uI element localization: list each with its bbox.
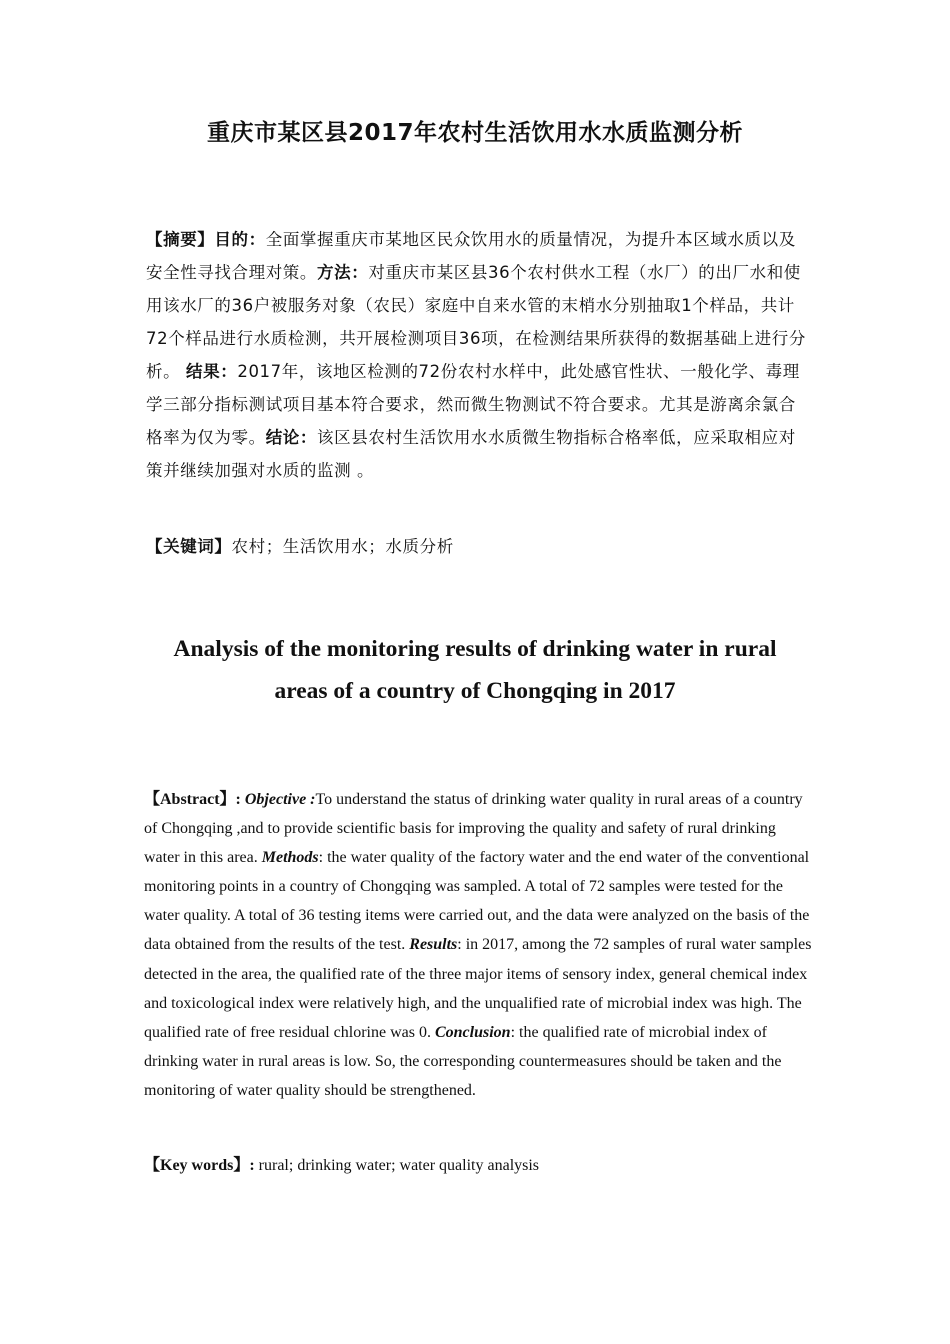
english-abstract — [144, 785, 812, 1105]
chinese-title: 重庆市某区县2017年农村生活饮用水水质监测分析 — [206, 120, 743, 146]
english-keywords-text: rural; drinking water; water quality analysis — [258, 1157, 540, 1174]
english-conclusion-text: : the qualified rate of microbial index of drinking water in rural areas is low. So, the corresponding countermeasures should be taken and the monitoring of water quality should be strengthened. — [144, 1023, 782, 1099]
chinese-keywords — [146, 532, 808, 562]
english-keywords-label: 【Key words】: — [144, 1157, 259, 1174]
english-objective-label: Objective : — [244, 791, 316, 808]
chinese-conclusion-text: 该区县农村生活饮用水水质微生物指标合格率低，应采取相应对策并继续加强对水质的监测 。 — [146, 428, 796, 480]
chinese-abstract — [146, 223, 808, 487]
english-objective-text: To understand the status of drinking water quality in rural areas of a country of Chongqing ,and to provide scientific basis for improving the quality and safety of rural drinking water in this area. — [144, 791, 803, 867]
chinese-keywords-label: 【关键词】 — [146, 537, 232, 556]
chinese-results-label: 结果： — [186, 362, 238, 381]
chinese-objective-text: 全面掌握重庆市某地区民众饮用水的质量情况，为提升本区域水质以及安全性寻找合理对策。 — [146, 230, 796, 282]
english-title-line-1: Analysis of the monitoring results of drinking water in rural — [173, 636, 777, 662]
chinese-methods-label: 方法： — [317, 263, 369, 282]
english-conclusion-label: Conclusion — [434, 1023, 511, 1041]
chinese-conclusion-label: 结论： — [265, 428, 318, 447]
english-methods-label: Methods — [261, 849, 319, 867]
chinese-results-text: 2017年，该地区检测的72份农村水样中，此处感官性状、一般化学、毒理学三部分指标测试项目基本符合要求，然而微生物测试不符合要求。尤其是游离余氯合格率为仅为零。 — [146, 362, 800, 447]
chinese-abstract-label: 【摘要】 — [146, 230, 215, 249]
english-results-label: Results — [409, 936, 458, 954]
english-results-text: : in 2017, among the 72 samples of rural water samples detected in the area, the qualified rate of the three major items of sensory index, general chemical index and toxicological index were relatively high, and the unqualified rate of microbial index was high. The qualified rate of free residual chlorine was 0. — [144, 936, 812, 1041]
english-keywords — [144, 1152, 812, 1180]
chinese-keywords-text: 农村；生活饮用水；水质分析 — [231, 537, 454, 556]
english-methods-text: : the water quality of the factory water and the end water of the conventional monitoring points in a country of Chongqing was sampled. A total of 72 samples were tested for the water quality. A total of 36 testing items were carried out, and the data were analyzed on the basis of the data obtained from the results of the test. — [144, 849, 810, 954]
english-title — [100, 628, 850, 712]
english-title-line-2: areas of a country of Chongqing in 2017 — [274, 678, 676, 704]
chinese-objective-label: 目的： — [214, 230, 266, 249]
english-abstract-label: 【Abstract】: — [144, 791, 245, 808]
chinese-methods-text: 对重庆市某区县36个农村供水工程（水厂）的出厂水和使用该水厂的36户被服务对象（农民）家庭中自来水管的末梢水分别抽取1个样品，共计72个样品进行水质检测，共开展检测项目36项，在检测结果所获得的数据基础上进行分析。 — [146, 263, 806, 381]
